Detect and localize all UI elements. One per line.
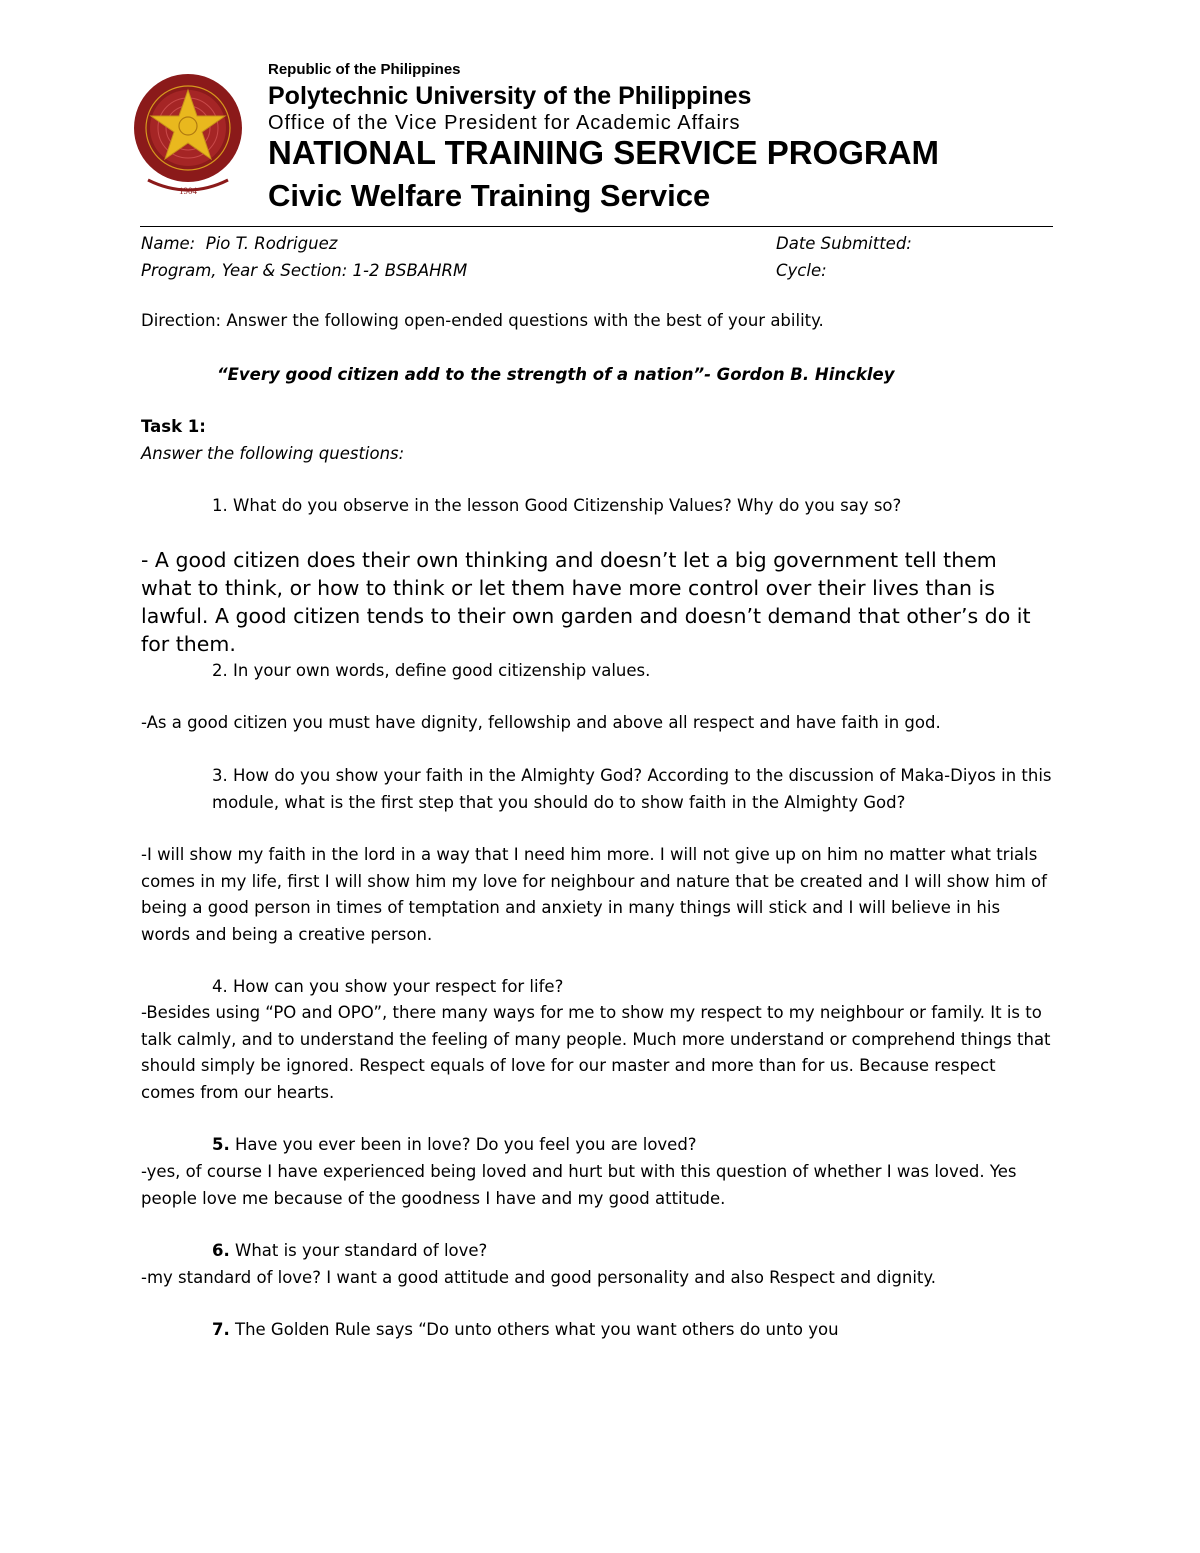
submission-info	[776, 230, 912, 284]
answer-4: -Besides using “PO and OPO”, there many ways for me to show my respect to my neighbour or family. It is to talk calmly, and to understand the feeling of many people. Much more understand or comprehend things that should simply be ignored. Respect equals of love for our master and more than for us. Because respect comes from our hearts.	[141, 1003, 1051, 1102]
question-text: What is your standard of love?	[235, 1241, 488, 1260]
service-title: Civic Welfare Training Service	[268, 178, 711, 213]
answer-1: - A good citizen does their own thinking and doesn’t let a big government tell them what to think, or how to think or let them have more control over their lives than is lawful. A good citizen tends to their own garden and doesn’t demand that other’s do it for them.	[141, 548, 1031, 656]
date-submitted-label: Date Submitted:	[776, 234, 912, 253]
answer-5: -yes, of course I have experienced being loved and hurt but with this question of whether I was loved. Yes people love me because of the goodness I have and my good attitude.	[141, 1162, 1017, 1208]
question-3	[212, 763, 1057, 816]
answer-3: -I will show my faith in the lord in a way that I need him more. I will not give up on him no matter what trials comes in my life, first I will show him my love for neighbour and nature that be created and I will show him of being a good person in times of temptation and anxiety in many things will stick and I will believe in his words and being a creative person.	[141, 845, 1047, 944]
question-number: 1.	[212, 496, 228, 515]
direction-text: Direction: Answer the following open-ended questions with the best of your ability.	[141, 311, 824, 330]
university-name: Polytechnic University of the Philippines	[268, 82, 752, 110]
question-4	[212, 974, 1052, 1001]
program-title: NATIONAL TRAINING SERVICE PROGRAM	[268, 134, 940, 171]
cycle-label: Cycle:	[776, 261, 827, 280]
question-text: Have you ever been in love? Do you feel you are loved?	[235, 1135, 697, 1154]
pup-seal-icon	[130, 68, 246, 208]
seal-year: 1904	[179, 186, 197, 196]
program-label: Program, Year & Section:	[141, 261, 348, 280]
question-number: 5.	[212, 1135, 230, 1154]
program-row	[141, 257, 467, 284]
quote-text: “Every good citizen add to the strength of a nation”- Gordon B. Hinckley	[217, 365, 895, 384]
republic-label: Republic of the Philippines	[268, 61, 461, 78]
task-instruction: Answer the following questions:	[141, 444, 405, 463]
question-number: 7.	[212, 1320, 230, 1339]
question-text: How can you show your respect for life?	[233, 977, 564, 996]
question-number: 3.	[212, 766, 228, 785]
question-text: How do you show your faith in the Almighty God? According to the discussion of Maka-Diyos in this module, what is the first step that you should do to show faith in the Almighty God?	[212, 766, 1052, 812]
question-text: What do you observe in the lesson Good Citizenship Values? Why do you say so?	[233, 496, 902, 515]
question-5	[212, 1132, 1052, 1159]
question-6	[212, 1238, 1052, 1265]
question-number: 2.	[212, 661, 228, 680]
name-value: Pio T. Rodriguez	[205, 234, 338, 253]
answer-2: -As a good citizen you must have dignity, fellowship and above all respect and have faith in god.	[141, 713, 941, 732]
question-7	[212, 1317, 1052, 1344]
name-row	[141, 230, 467, 257]
question-2	[212, 658, 1052, 685]
question-text: The Golden Rule says “Do unto others what you want others do unto you	[235, 1320, 839, 1339]
question-1	[212, 493, 1052, 520]
office-name: Office of the Vice President for Academic Affairs	[268, 112, 741, 134]
name-label: Name:	[141, 234, 196, 253]
question-text: In your own words, define good citizenship values.	[233, 661, 651, 680]
task-title: Task 1:	[141, 417, 206, 436]
question-number: 6.	[212, 1241, 230, 1260]
answer-6: -my standard of love? I want a good attitude and good personality and also Respect and dignity.	[141, 1268, 937, 1287]
question-number: 4.	[212, 977, 228, 996]
header-divider	[140, 226, 1053, 227]
program-value: 1-2 BSBAHRM	[352, 261, 468, 280]
student-info	[141, 230, 467, 284]
